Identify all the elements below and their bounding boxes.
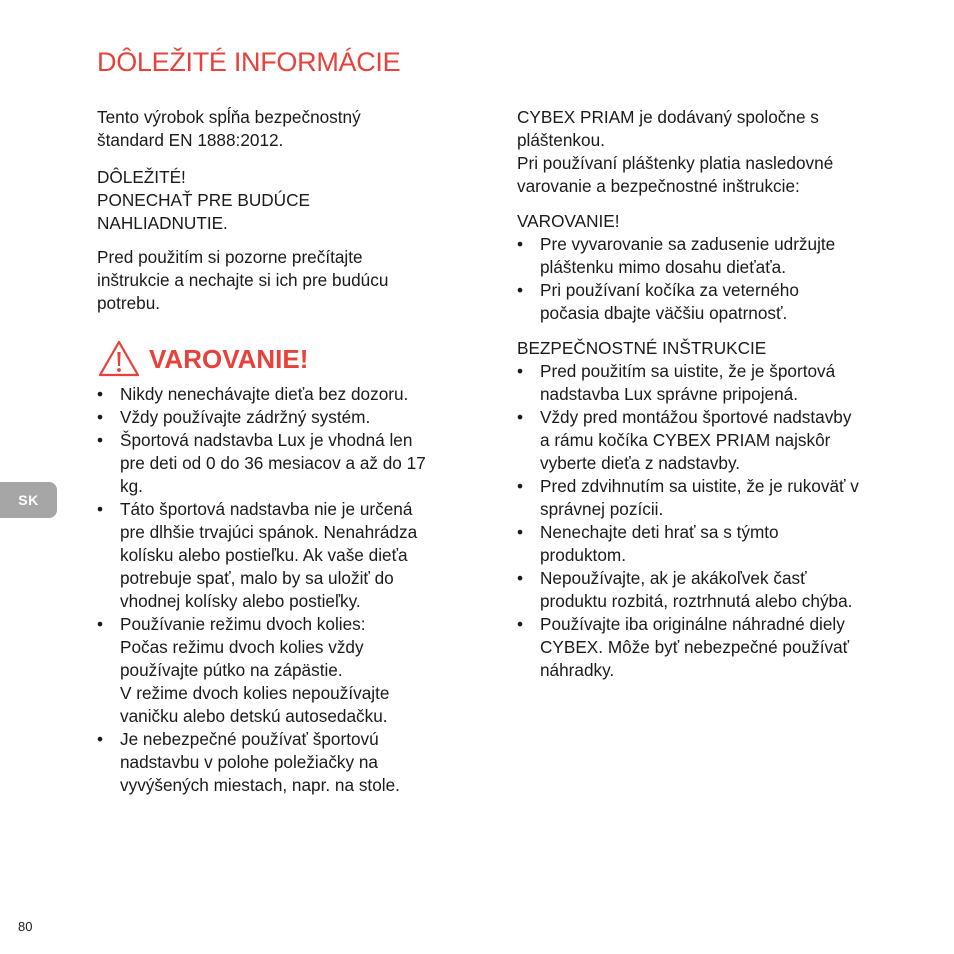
warning-heading (97, 339, 497, 379)
list-item: • Pred použitím sa uistite, že je športová nadstavba Lux správne pripojená. (517, 361, 836, 404)
raincover-warning-list (517, 233, 917, 325)
warning-triangle-icon (97, 339, 141, 379)
warning-list (97, 383, 497, 797)
language-tab: SK (0, 482, 57, 518)
list-item: • Nepoužívajte, ak je akákoľvek časť produktu rozbitá, roztrhnutá alebo chýba. (517, 568, 853, 611)
safety-list (517, 360, 917, 682)
warning-title: VAROVANIE! (149, 344, 309, 374)
list-item: • Nenechajte deti hrať sa s týmto produktom. (517, 522, 779, 565)
list-item: • Je nebezpečné používať športovú nadstavbu v polohe poležiačky na vyvýšených miestach, napr. na stole. (97, 729, 400, 795)
raincover-intro: CYBEX PRIAM je dodávaný spoločne s pláštenkou. Pri používaní pláštenky platia nasledovné varovanie a bezpečnostné inštrukcie: (517, 107, 834, 196)
important-notice: DÔLEŽITÉ! PONECHAŤ PRE BUDÚCE NAHLIADNUTIE. (97, 167, 310, 233)
list-item: • Pred zdvihnutím sa uistite, že je rukoväť v správnej pozícii. (517, 476, 859, 519)
list-item: • Pri používaní kočíka za veterného počasia dbajte väčšiu opatrnosť. (517, 280, 799, 323)
list-item: • Používanie režimu dvoch kolies: Počas režimu dvoch kolies vždy používajte pútko na zápästie. V režime dvoch kolies nepoužívajte vaničku alebo detskú autosedačku. (97, 614, 390, 726)
raincover-warning-label: VAROVANIE! (517, 211, 620, 231)
list-item: • Vždy pred montážou športové nadstavby a rámu kočíka CYBEX PRIAM najskôr vyberte dieťa z nadstavby. (517, 407, 852, 473)
left-column (97, 106, 497, 797)
right-column (517, 106, 917, 682)
list-item: • Pre vyvarovanie sa zadusenie udržujte pláštenku mimo dosahu dieťaťa. (517, 234, 836, 277)
page-title: DÔLEŽITÉ INFORMÁCIE (97, 47, 401, 77)
page-number: 80 (18, 919, 33, 934)
list-item: • Nikdy nenechávajte dieťa bez dozoru. (97, 384, 409, 404)
safety-label: BEZPEČNOSTNÉ INŠTRUKCIE (517, 338, 767, 358)
read-instructions-text: Pred použitím si pozorne prečítajte inštrukcie a nechajte si ich pre budúcu potrebu. (97, 247, 389, 313)
list-item: • Používajte iba originálne náhradné diely CYBEX. Môže byť nebezpečné používať náhradky. (517, 614, 850, 680)
list-item: • Vždy používajte zádržný systém. (97, 407, 371, 427)
list-item: • Športová nadstavba Lux je vhodná len pre deti od 0 do 36 mesiacov a až do 17 kg. (97, 430, 426, 496)
standard-text: Tento výrobok spĺňa bezpečnostný štandard EN 1888:2012. (97, 107, 361, 150)
list-item: • Táto športová nadstavba nie je určená pre dlhšie trvajúci spánok. Nenahrádza kolísku alebo postieľku. Ak vaše dieťa potrebuje spať, malo by sa uložiť do vhodnej kolísky alebo postieľky. (97, 499, 418, 611)
